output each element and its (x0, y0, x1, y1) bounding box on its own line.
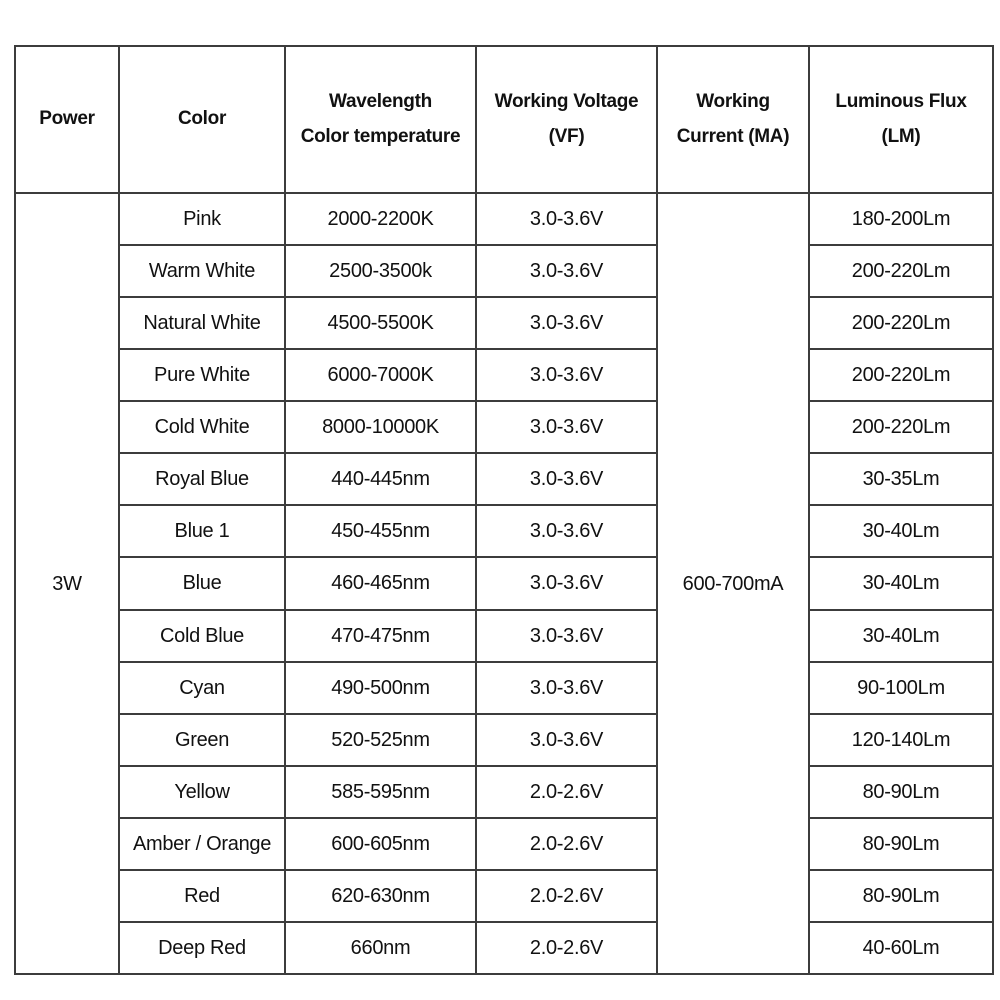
wavelength-cell: 585-595nm (285, 766, 476, 818)
wavelength-cell: 2500-3500k (285, 245, 476, 297)
voltage-cell: 3.0-3.6V (476, 453, 657, 505)
header-color (119, 46, 285, 193)
flux-cell: 30-40Lm (809, 505, 993, 557)
table-row (15, 870, 993, 922)
header-power-line-1: Power (39, 108, 95, 130)
voltage-cell: 2.0-2.6V (476, 766, 657, 818)
color-cell: Blue 1 (119, 505, 285, 557)
voltage-cell: 3.0-3.6V (476, 401, 657, 453)
table-row (15, 453, 993, 505)
header-row (15, 46, 993, 193)
voltage-cell: 2.0-2.6V (476, 922, 657, 974)
header-wavelength-line-1: Wavelength (329, 91, 432, 113)
flux-cell: 120-140Lm (809, 714, 993, 766)
table-row (15, 349, 993, 401)
color-cell: Royal Blue (119, 453, 285, 505)
voltage-cell: 2.0-2.6V (476, 870, 657, 922)
header-voltage-line-1: Working Voltage (494, 91, 639, 113)
header-flux (809, 46, 993, 193)
voltage-cell: 3.0-3.6V (476, 505, 657, 557)
flux-cell: 40-60Lm (809, 922, 993, 974)
header-current-line-1: Working (696, 91, 770, 113)
voltage-cell: 3.0-3.6V (476, 714, 657, 766)
flux-cell: 80-90Lm (809, 870, 993, 922)
flux-cell: 200-220Lm (809, 349, 993, 401)
table-row (15, 557, 993, 609)
header-color-line-1: Color (177, 108, 227, 130)
color-cell: Blue (119, 557, 285, 609)
wavelength-cell: 470-475nm (285, 610, 476, 662)
wavelength-cell: 660nm (285, 922, 476, 974)
wavelength-cell: 520-525nm (285, 714, 476, 766)
color-cell: Pink (119, 193, 285, 245)
wavelength-cell: 440-445nm (285, 453, 476, 505)
header-current (657, 46, 809, 193)
header-power (15, 46, 119, 193)
voltage-cell: 2.0-2.6V (476, 818, 657, 870)
voltage-cell: 3.0-3.6V (476, 297, 657, 349)
color-cell: Cold White (119, 401, 285, 453)
flux-cell: 30-40Lm (809, 557, 993, 609)
voltage-cell: 3.0-3.6V (476, 349, 657, 401)
current-cell: 600-700mA (657, 193, 809, 974)
voltage-cell: 3.0-3.6V (476, 662, 657, 714)
color-cell: Yellow (119, 766, 285, 818)
voltage-cell: 3.0-3.6V (476, 610, 657, 662)
table-row (15, 610, 993, 662)
table-row (15, 714, 993, 766)
color-cell: Cyan (119, 662, 285, 714)
flux-cell: 30-35Lm (809, 453, 993, 505)
wavelength-cell: 8000-10000K (285, 401, 476, 453)
table-row (15, 662, 993, 714)
table-row (15, 505, 993, 557)
header-flux-line-2: (LM) (881, 125, 921, 147)
led-spec-table (14, 45, 994, 975)
color-cell: Cold Blue (119, 610, 285, 662)
wavelength-cell: 620-630nm (285, 870, 476, 922)
header-voltage (476, 46, 657, 193)
header-wavelength-line-2: Color temperature (300, 125, 461, 147)
flux-cell: 80-90Lm (809, 818, 993, 870)
wavelength-cell: 450-455nm (285, 505, 476, 557)
wavelength-cell: 4500-5500K (285, 297, 476, 349)
voltage-cell: 3.0-3.6V (476, 557, 657, 609)
header-wavelength (285, 46, 476, 193)
flux-cell: 200-220Lm (809, 245, 993, 297)
flux-cell: 200-220Lm (809, 401, 993, 453)
color-cell: Amber / Orange (119, 818, 285, 870)
wavelength-cell: 600-605nm (285, 818, 476, 870)
table-row (15, 193, 993, 245)
power-cell: 3W (15, 193, 119, 974)
header-voltage-line-2: (VF) (548, 125, 585, 147)
flux-cell: 30-40Lm (809, 610, 993, 662)
table-row (15, 401, 993, 453)
color-cell: Red (119, 870, 285, 922)
wavelength-cell: 460-465nm (285, 557, 476, 609)
color-cell: Deep Red (119, 922, 285, 974)
wavelength-cell: 6000-7000K (285, 349, 476, 401)
table-row (15, 766, 993, 818)
voltage-cell: 3.0-3.6V (476, 193, 657, 245)
flux-cell: 90-100Lm (809, 662, 993, 714)
table-row (15, 297, 993, 349)
flux-cell: 200-220Lm (809, 297, 993, 349)
color-cell: Warm White (119, 245, 285, 297)
table-row (15, 245, 993, 297)
table-row (15, 818, 993, 870)
color-cell: Natural White (119, 297, 285, 349)
voltage-cell: 3.0-3.6V (476, 245, 657, 297)
header-flux-line-1: Luminous Flux (835, 91, 967, 113)
flux-cell: 180-200Lm (809, 193, 993, 245)
header-current-line-2: Current (MA) (676, 125, 790, 147)
color-cell: Pure White (119, 349, 285, 401)
table-row (15, 922, 993, 974)
flux-cell: 80-90Lm (809, 766, 993, 818)
color-cell: Green (119, 714, 285, 766)
wavelength-cell: 490-500nm (285, 662, 476, 714)
table-body (15, 193, 993, 974)
wavelength-cell: 2000-2200K (285, 193, 476, 245)
